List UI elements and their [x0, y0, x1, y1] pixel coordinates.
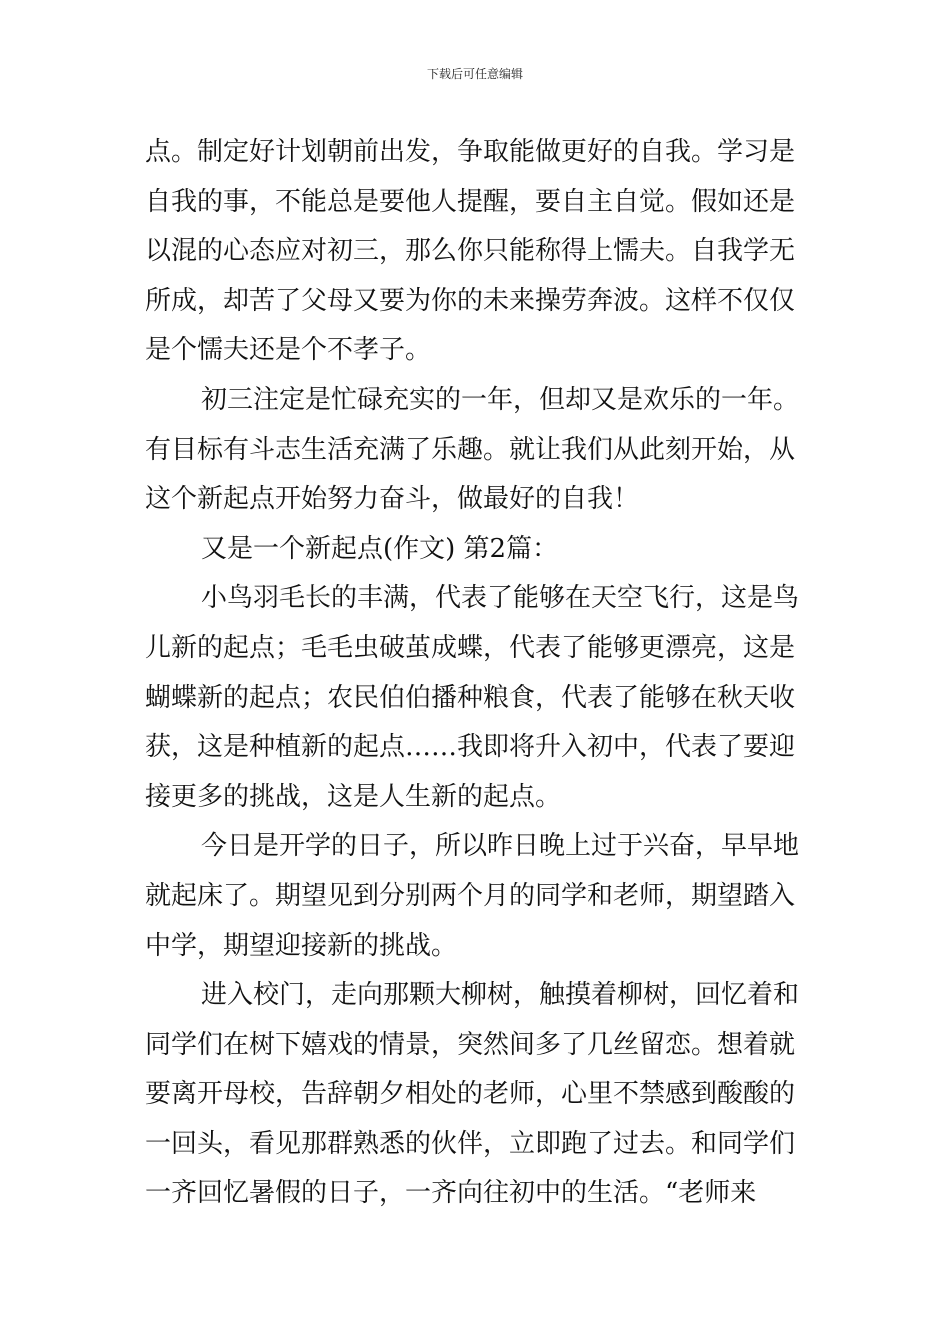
text-line: 接更多的挑战，这是人生新的起点。 [145, 781, 562, 812]
text-line: 蝴蝶新的起点；农民伯伯播种粮食，代表了能够在秋天收 [145, 682, 796, 713]
text-line: 所成，却苦了父母又要为你的未来操劳奔波。这样不仅仅 [145, 285, 796, 316]
paragraph-first-line: 初三注定是忙碌充实的一年，但却又是欢乐的一年。 [201, 384, 800, 415]
section-heading: 又是一个新起点(作文) 第2篇： [201, 533, 559, 564]
text-line: 要离开母校，告辞朝夕相处的老师，心里不禁感到酸酸的 [145, 1079, 796, 1110]
text-line: 自我的事，不能总是要他人提醒，要自主自觉。假如还是 [145, 186, 796, 217]
paragraph-first-line: 小鸟羽毛长的丰满，代表了能够在天空飞行，这是鸟 [201, 583, 800, 614]
text-line: 有目标有斗志生活充满了乐趣。就让我们从此刻开始，从 [145, 434, 796, 465]
text-line: 中学，期望迎接新的挑战。 [145, 930, 458, 961]
page-header: 下载后可任意编辑 [426, 67, 523, 81]
text-line: 这个新起点开始努力奋斗，做最好的自我！ [145, 484, 640, 515]
text-line: 点。制定好计划朝前出发，争取能做更好的自我。学习是 [145, 137, 796, 167]
text-line: 同学们在树下嬉戏的情景，突然间多了几丝留恋。想着就 [145, 1029, 796, 1060]
text-line: 是个懦夫还是个不孝子。 [145, 335, 432, 366]
paragraph-first-line: 进入校门，走向那颗大柳树，触摸着柳树，回忆着和 [201, 980, 800, 1011]
text-line: 获，这是种植新的起点……我即将升入初中，代表了要迎 [145, 732, 796, 763]
text-line: 儿新的起点；毛毛虫破茧成蝶，代表了能够更漂亮，这是 [145, 632, 796, 663]
body-text [145, 128, 807, 1219]
text-line: 以混的心态应对初三，那么你只能称得上懦夫。自我学无 [145, 236, 796, 267]
text-line: 一回头，看见那群熟悉的伙伴，立即跑了过去。和同学们 [145, 1128, 796, 1159]
paragraph-first-line: 今日是开学的日子，所以昨日晚上过于兴奋，早早地 [201, 831, 800, 862]
text-line: 一齐回忆暑假的日子，一齐向往初中的生活。“老师来 [145, 1178, 757, 1209]
text-line: 就起床了。期望见到分别两个月的同学和老师，期望踏入 [145, 880, 796, 911]
